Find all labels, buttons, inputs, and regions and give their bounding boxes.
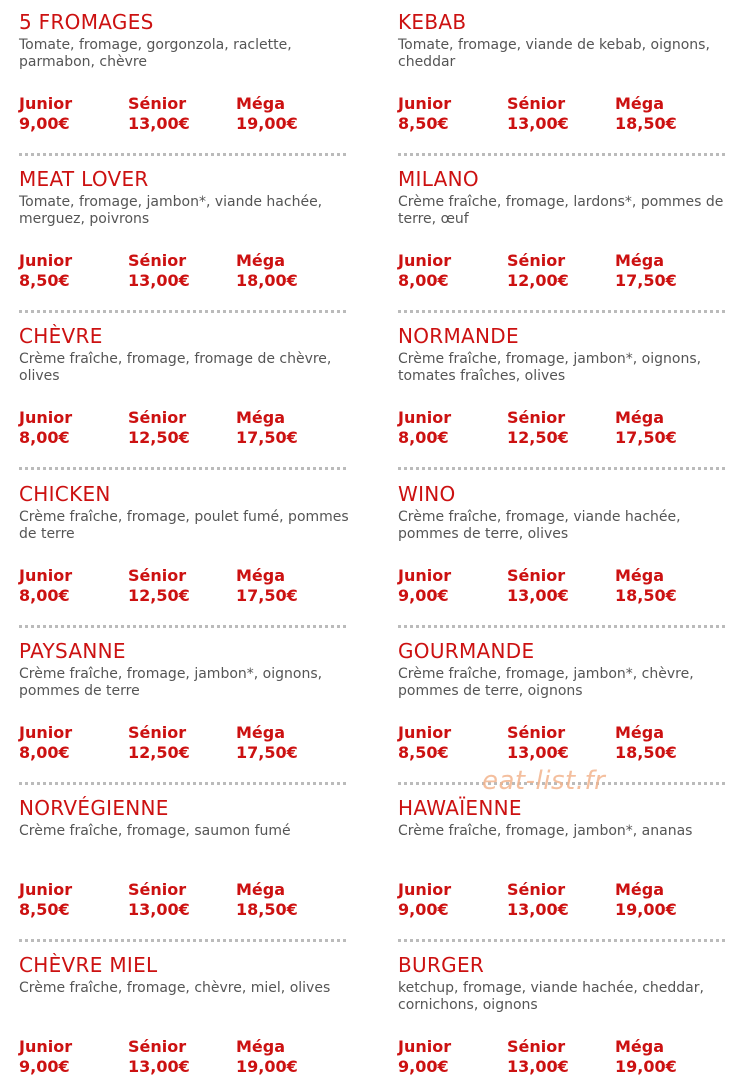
size-label: Méga	[236, 1037, 286, 1056]
price-list	[19, 723, 349, 765]
size-label: Méga	[615, 94, 665, 113]
price-value: 17,50€	[615, 271, 677, 290]
price-list	[19, 566, 349, 608]
price-senior	[128, 1037, 236, 1077]
price-value: 9,00€	[398, 586, 449, 605]
size-label: Sénior	[128, 723, 187, 742]
item-name: PAYSANNE	[19, 639, 126, 663]
price-value: 8,00€	[19, 428, 70, 447]
dotted-divider	[19, 625, 346, 628]
size-label: Junior	[19, 566, 73, 585]
item-description: Crème fraîche, fromage, chèvre, miel, olives	[19, 980, 331, 996]
price-value: 8,00€	[398, 428, 449, 447]
item-name: MEAT LOVER	[19, 167, 149, 191]
price-value: 18,50€	[236, 900, 298, 919]
item-description: Crème fraîche, fromage, jambon*, oignons, pommes de terre	[19, 666, 323, 699]
menu-item	[19, 481, 349, 638]
price-value: 12,50€	[128, 743, 190, 762]
price-value: 13,00€	[507, 114, 569, 133]
price-mega	[236, 1037, 344, 1077]
price-mega	[615, 1037, 723, 1077]
price-junior	[19, 94, 127, 134]
item-name: 5 FROMAGES	[19, 10, 154, 34]
price-mega	[615, 408, 723, 448]
price-value: 18,00€	[236, 271, 298, 290]
item-description: Crème fraîche, fromage, poulet fumé, pommes de terre	[19, 509, 349, 542]
price-senior	[507, 880, 615, 920]
price-junior	[19, 251, 127, 291]
menu-item	[19, 166, 349, 323]
price-mega	[615, 566, 723, 606]
price-value: 17,50€	[615, 428, 677, 447]
size-label: Sénior	[507, 94, 566, 113]
size-label: Méga	[615, 1037, 665, 1056]
price-junior	[398, 1037, 506, 1077]
size-label: Méga	[236, 566, 286, 585]
menu-item	[19, 795, 349, 952]
price-senior	[128, 723, 236, 763]
item-description: Crème fraîche, fromage, jambon*, ananas	[398, 823, 693, 839]
size-label: Méga	[615, 408, 665, 427]
price-value: 13,00€	[128, 271, 190, 290]
price-value: 9,00€	[19, 1057, 70, 1076]
price-senior	[128, 251, 236, 291]
size-label: Junior	[398, 94, 452, 113]
menu-item	[398, 795, 728, 952]
menu-item	[398, 166, 728, 323]
item-name: GOURMANDE	[398, 639, 535, 663]
size-label: Sénior	[507, 723, 566, 742]
price-value: 9,00€	[398, 900, 449, 919]
price-list	[19, 94, 349, 136]
menu-item	[19, 638, 349, 795]
price-senior	[128, 880, 236, 920]
price-value: 13,00€	[507, 743, 569, 762]
size-label: Sénior	[128, 566, 187, 585]
item-name: CHÈVRE	[19, 324, 103, 348]
price-mega	[236, 566, 344, 606]
price-list	[398, 880, 728, 922]
price-list	[19, 1037, 349, 1079]
item-description: Tomate, fromage, viande de kebab, oignons, cheddar	[398, 37, 710, 70]
price-junior	[398, 94, 506, 134]
price-value: 19,00€	[236, 114, 298, 133]
menu-item	[398, 952, 728, 1078]
item-description: Crème fraîche, fromage, jambon*, oignons, tomates fraîches, olives	[398, 351, 702, 384]
dotted-divider	[398, 310, 725, 313]
price-mega	[615, 880, 723, 920]
dotted-divider	[19, 467, 346, 470]
price-list	[398, 94, 728, 136]
price-list	[19, 880, 349, 922]
price-list	[398, 723, 728, 765]
price-value: 13,00€	[128, 1057, 190, 1076]
price-mega	[615, 251, 723, 291]
price-mega	[236, 408, 344, 448]
size-label: Sénior	[128, 94, 187, 113]
item-name: KEBAB	[398, 10, 467, 34]
size-label: Méga	[615, 566, 665, 585]
item-description: ketchup, fromage, viande hachée, cheddar, cornichons, oignons	[398, 980, 704, 1013]
item-name: MILANO	[398, 167, 479, 191]
price-value: 17,50€	[236, 428, 298, 447]
size-label: Sénior	[507, 566, 566, 585]
price-senior	[128, 408, 236, 448]
menu-item	[19, 323, 349, 480]
item-name: WINO	[398, 482, 456, 506]
price-value: 18,50€	[615, 586, 677, 605]
item-name: NORVÉGIENNE	[19, 796, 169, 820]
size-label: Junior	[19, 880, 73, 899]
size-label: Sénior	[507, 408, 566, 427]
price-value: 13,00€	[507, 586, 569, 605]
price-junior	[398, 251, 506, 291]
menu-item	[398, 323, 728, 480]
size-label: Junior	[19, 1037, 73, 1056]
price-value: 8,00€	[398, 271, 449, 290]
size-label: Méga	[236, 251, 286, 270]
size-label: Sénior	[128, 251, 187, 270]
price-senior	[507, 566, 615, 606]
price-mega	[236, 94, 344, 134]
price-list	[398, 408, 728, 450]
price-list	[19, 408, 349, 450]
price-senior	[507, 723, 615, 763]
price-value: 8,50€	[19, 271, 70, 290]
price-value: 12,50€	[128, 586, 190, 605]
price-value: 13,00€	[128, 114, 190, 133]
dotted-divider	[19, 939, 346, 942]
item-name: BURGER	[398, 953, 485, 977]
dotted-divider	[19, 782, 346, 785]
price-value: 12,50€	[507, 428, 569, 447]
price-mega	[236, 251, 344, 291]
dotted-divider	[19, 153, 346, 156]
price-junior	[398, 880, 506, 920]
item-description: Crème fraîche, fromage, viande hachée, pommes de terre, olives	[398, 509, 681, 542]
menu-item	[398, 481, 728, 638]
price-junior	[19, 723, 127, 763]
size-label: Sénior	[128, 880, 187, 899]
price-value: 19,00€	[615, 1057, 677, 1076]
dotted-divider	[398, 939, 725, 942]
price-list	[398, 1037, 728, 1079]
item-name: CHÈVRE MIEL	[19, 953, 158, 977]
price-senior	[507, 1037, 615, 1077]
size-label: Sénior	[507, 251, 566, 270]
size-label: Junior	[19, 723, 73, 742]
item-description: Tomate, fromage, gorgonzola, raclette, parmabon, chèvre	[19, 37, 292, 70]
price-mega	[615, 723, 723, 763]
price-senior	[128, 566, 236, 606]
price-junior	[398, 566, 506, 606]
price-list	[398, 566, 728, 608]
size-label: Junior	[19, 408, 73, 427]
price-value: 17,50€	[236, 586, 298, 605]
price-value: 13,00€	[507, 900, 569, 919]
price-value: 8,50€	[398, 743, 449, 762]
price-value: 12,00€	[507, 271, 569, 290]
size-label: Junior	[398, 1037, 452, 1056]
item-description: Tomate, fromage, jambon*, viande hachée, merguez, poivrons	[19, 194, 323, 227]
size-label: Junior	[398, 723, 452, 742]
size-label: Méga	[236, 408, 286, 427]
price-senior	[507, 408, 615, 448]
price-value: 17,50€	[236, 743, 298, 762]
size-label: Méga	[236, 880, 286, 899]
price-list	[398, 251, 728, 293]
item-name: HAWAÏENNE	[398, 796, 522, 820]
price-junior	[398, 723, 506, 763]
price-junior	[19, 566, 127, 606]
menu-item	[398, 9, 728, 166]
size-label: Méga	[615, 251, 665, 270]
size-label: Junior	[19, 94, 73, 113]
dotted-divider	[19, 310, 346, 313]
size-label: Méga	[615, 723, 665, 742]
watermark: eat-list.fr	[482, 766, 606, 796]
dotted-divider	[398, 625, 725, 628]
price-senior	[507, 94, 615, 134]
item-description: Crème fraîche, fromage, fromage de chèvre, olives	[19, 351, 332, 384]
price-mega	[236, 880, 344, 920]
price-senior	[507, 251, 615, 291]
price-value: 8,50€	[398, 114, 449, 133]
price-junior	[19, 1037, 127, 1077]
menu-item	[19, 9, 349, 166]
item-description: Crème fraîche, fromage, jambon*, chèvre, pommes de terre, oignons	[398, 666, 694, 699]
size-label: Méga	[236, 723, 286, 742]
size-label: Sénior	[128, 1037, 187, 1056]
size-label: Junior	[398, 880, 452, 899]
price-value: 19,00€	[615, 900, 677, 919]
size-label: Méga	[236, 94, 286, 113]
price-value: 8,00€	[19, 586, 70, 605]
price-list	[19, 251, 349, 293]
price-junior	[398, 408, 506, 448]
price-value: 9,00€	[398, 1057, 449, 1076]
size-label: Sénior	[128, 408, 187, 427]
price-value: 19,00€	[236, 1057, 298, 1076]
dotted-divider	[398, 153, 725, 156]
price-value: 18,50€	[615, 114, 677, 133]
price-mega	[236, 723, 344, 763]
price-value: 9,00€	[19, 114, 70, 133]
size-label: Sénior	[507, 1037, 566, 1056]
item-name: CHICKEN	[19, 482, 111, 506]
size-label: Junior	[398, 566, 452, 585]
price-value: 12,50€	[128, 428, 190, 447]
price-value: 18,50€	[615, 743, 677, 762]
price-value: 8,50€	[19, 900, 70, 919]
price-value: 8,00€	[19, 743, 70, 762]
price-junior	[19, 408, 127, 448]
price-value: 13,00€	[128, 900, 190, 919]
price-mega	[615, 94, 723, 134]
size-label: Méga	[615, 880, 665, 899]
item-name: NORMANDE	[398, 324, 519, 348]
price-senior	[128, 94, 236, 134]
price-junior	[19, 880, 127, 920]
size-label: Junior	[398, 408, 452, 427]
dotted-divider	[398, 467, 725, 470]
item-description: Crème fraîche, fromage, lardons*, pommes de terre, œuf	[398, 194, 724, 227]
size-label: Sénior	[507, 880, 566, 899]
size-label: Junior	[398, 251, 452, 270]
item-description: Crème fraîche, fromage, saumon fumé	[19, 823, 291, 839]
price-value: 13,00€	[507, 1057, 569, 1076]
size-label: Junior	[19, 251, 73, 270]
menu-item	[19, 952, 349, 1078]
